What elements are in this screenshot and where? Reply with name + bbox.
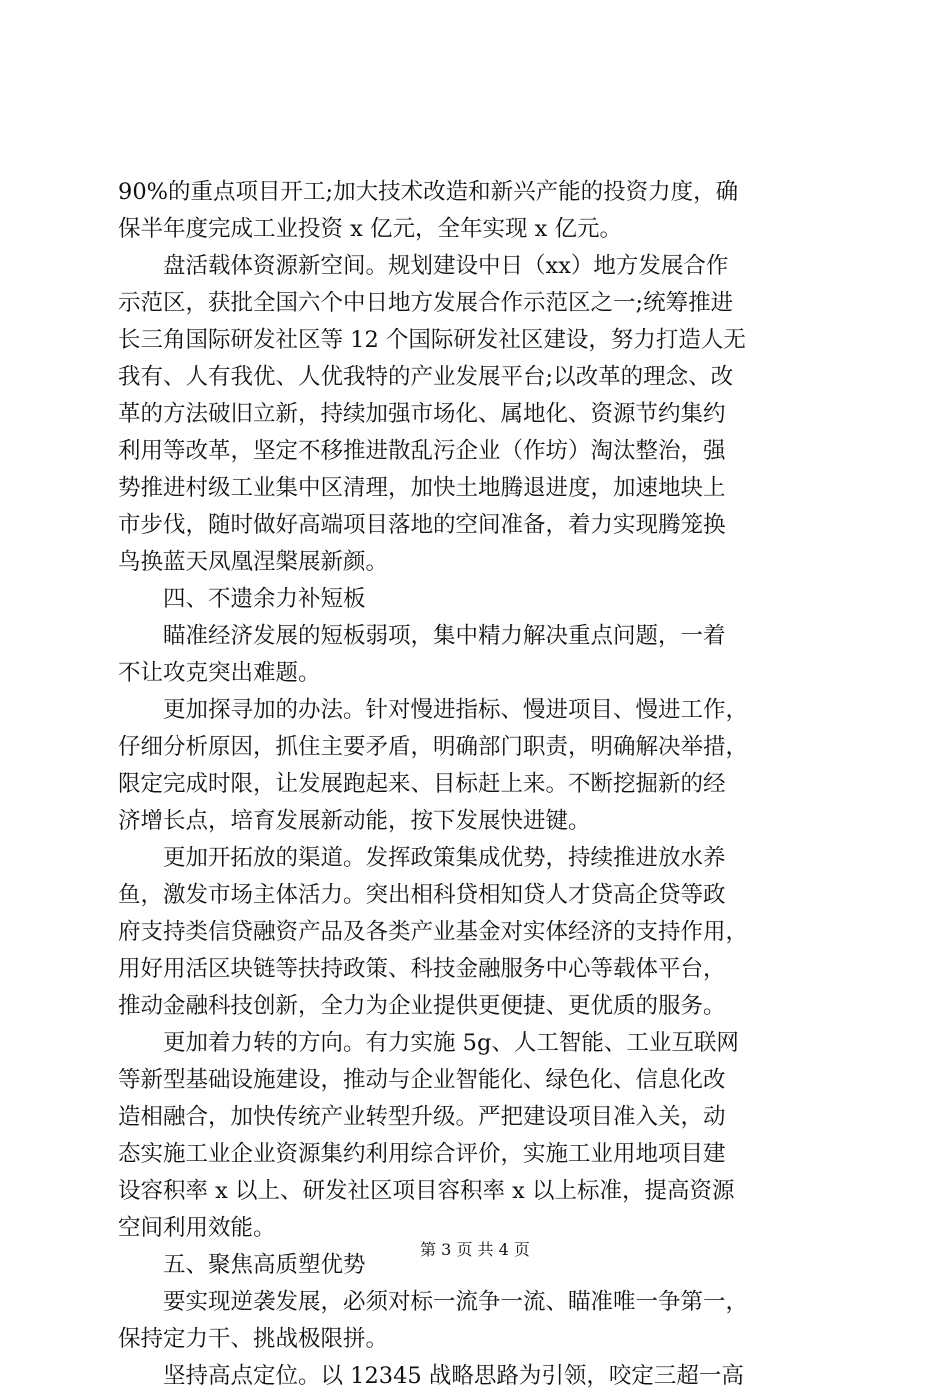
- page-footer: 第 3 页 共 4 页: [420, 1240, 530, 1259]
- text-line: 更加开拓放的渠道。发挥政策集成优势，持续推进放水养: [118, 845, 726, 871]
- text-line: 盘活载体资源新空间。规划建设中日（xx）地方发展合作: [118, 253, 729, 279]
- document-body: [118, 174, 834, 1395]
- section-heading: 五、聚焦高质塑优势: [118, 1252, 366, 1278]
- text-line: 济增长点，培育发展新动能，按下发展快进键。: [118, 808, 591, 834]
- text-line: 更加着力转的方向。有力实施 5g、人工智能、工业互联网: [118, 1030, 739, 1056]
- text-line: 革的方法破旧立新，持续加强市场化、属地化、资源节约集约: [118, 401, 726, 427]
- text-line: 空间利用效能。: [118, 1215, 276, 1241]
- text-line: 更加探寻加的办法。针对慢进指标、慢进项目、慢进工作，: [118, 697, 749, 723]
- text-line: 仔细分析原因，抓住主要矛盾，明确部门职责，明确解决举措，: [118, 734, 749, 760]
- text-line: 瞄准经济发展的短板弱项，集中精力解决重点问题，一着: [118, 623, 726, 649]
- text-line: 设容积率 x 以上、研发社区项目容积率 x 以上标准，提高资源: [118, 1178, 735, 1204]
- text-line: 保持定力干、挑战极限拼。: [118, 1326, 389, 1352]
- text-line: 造相融合，加快传统产业转型升级。严把建设项目准入关，动: [118, 1104, 726, 1130]
- text-line: 保半年度完成工业投资 x 亿元，全年实现 x 亿元。: [118, 216, 622, 242]
- text-line: 长三角国际研发社区等 12 个国际研发社区建设，努力打造人无: [118, 327, 746, 353]
- text-line: 府支持类信贷融资产品及各类产业基金对实体经济的支持作用，: [118, 919, 749, 945]
- section-heading: 四、不遗余力补短板: [118, 586, 366, 612]
- text-line: 90%的重点项目开工;加大技术改造和新兴产能的投资力度，确: [118, 179, 739, 205]
- text-line: 鱼，激发市场主体活力。突出相科贷相知贷人才贷高企贷等政: [118, 882, 726, 908]
- text-line: 用好用活区块链等扶持政策、科技金融服务中心等载体平台，: [118, 956, 726, 982]
- text-line: 态实施工业企业资源集约利用综合评价，实施工业用地项目建: [118, 1141, 726, 1167]
- text-line: 坚持高点定位。以 12345 战略思路为引领，咬定三超一高: [118, 1363, 744, 1389]
- text-line: 限定完成时限，让发展跑起来、目标赶上来。不断挖掘新的经: [118, 771, 726, 797]
- text-line: 要实现逆袭发展，必须对标一流争一流、瞄准唯一争第一，: [118, 1289, 749, 1315]
- text-line: 推动金融科技创新，全力为企业提供更便捷、更优质的服务。: [118, 993, 726, 1019]
- text-line: 不让攻克突出难题。: [118, 660, 321, 686]
- text-line: 鸟换蓝天凤凰涅槃展新颜。: [118, 549, 389, 575]
- text-line: 势推进村级工业集中区清理，加快土地腾退进度，加速地块上: [118, 475, 726, 501]
- text-line: 利用等改革，坚定不移推进散乱污企业（作坊）淘汰整治，强: [118, 438, 726, 464]
- text-line: 市步伐，随时做好高端项目落地的空间准备，着力实现腾笼换: [118, 512, 726, 538]
- text-line: 等新型基础设施建设，推动与企业智能化、绿色化、信息化改: [118, 1067, 726, 1093]
- text-line: 示范区，获批全国六个中日地方发展合作示范区之一;统筹推进: [118, 290, 734, 316]
- text-line: 我有、人有我优、人优我特的产业发展平台;以改革的理念、改: [118, 364, 734, 390]
